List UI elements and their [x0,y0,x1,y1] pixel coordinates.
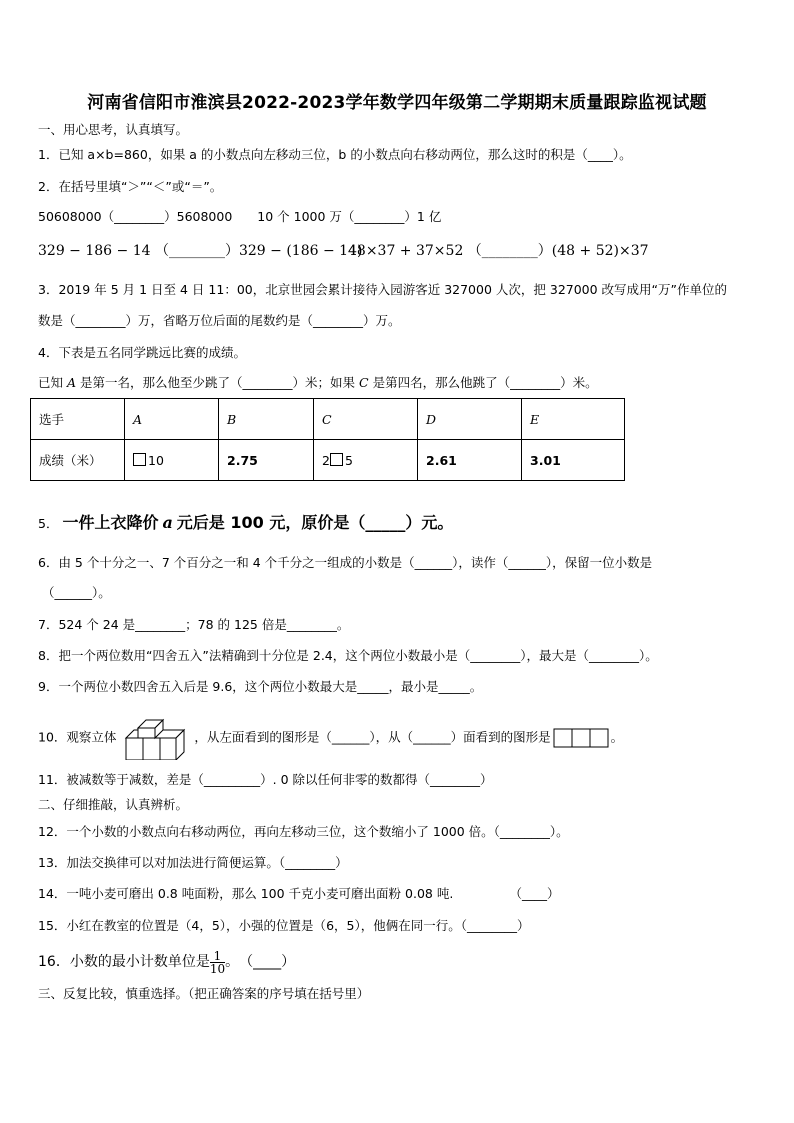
table-cell: 3.01 [522,440,625,481]
question-5-var: a [162,513,173,532]
question-5-text-a: 一件上衣降价 [62,513,159,532]
question-5-number: 5． [38,516,59,531]
section-2-heading: 二、仔细推敲，认真辨析。 [38,797,189,812]
question-10-text-a: 10．观察立体 [38,729,117,745]
question-7: 7．524 个 24 是________；78 的 125 倍是________。 [38,617,350,632]
question-4-line-1: 4．下表是五名同学跳远比赛的成绩。 [38,345,246,360]
page-title: 河南省信阳市淮滨县2022-2023学年数学四年级第二学期期末质量跟踪监视试题 [87,93,707,113]
cell-value: 5 [344,452,353,468]
fraction-numerator: 1 [210,950,225,963]
question-4-text-b: 是第一名，那么他至少跳了（________）米；如果 [80,375,356,390]
fraction-denominator: 10 [209,961,226,976]
question-1: 1．已知 a×b=860，如果 a 的小数点向左移动三位，b 的小数点向右移动两位，那么这时的积是（____）。 [38,147,632,162]
section-3-heading: 三、反复比较，慎重选择。（把正确答案的序号填在括号里） [38,986,370,1001]
question-2-line-2a: 329 − 186 − 14 （________）329 − (186 − 14) [38,243,363,259]
table-header-row [31,399,625,440]
question-16 [38,944,295,980]
question-5-text-b: 元后是 100 元，原价是（_____）元。 [176,513,454,532]
question-5 [38,515,453,532]
question-2: 2．在括号里填“＞”“＜”或“＝”。 [38,179,223,194]
question-4-var-c: C [359,375,369,390]
table-header-cell: B [219,399,314,440]
cell-value: 10 [148,452,164,468]
question-13: 13．加法交换律可以对加法进行简便运算。（________） [38,855,348,870]
question-15: 15．小红在教室的位置是（4，5），小强的位置是（6，5），他俩在同一行。（________） [38,918,530,933]
view-shape-figure [553,728,609,748]
question-3-line-1: 3．2019 年 5 月 1 日至 4 日 11：00，北京世园会累计接待入园游客近 327000 人次，把 327000 改写成用“万”作单位的 [38,282,728,297]
table-cell [314,440,418,481]
question-4-var-a: A [67,375,77,390]
table-header-cell: D [418,399,522,440]
question-4-text-a: 已知 [38,375,64,390]
question-2-line-1: 50608000（________）5608000 10 个 1000 万（________）1 亿 [38,209,442,224]
question-14: 14．一吨小麦可磨出 0.8 吨面粉，那么 100 千克小麦可磨出面粉 0.08 吨. （____） [38,886,560,901]
question-3-line-2: 数是（________）万，省略万位后面的尾数约是（________）万。 [38,313,401,328]
table-header-cell: A [125,399,219,440]
question-10 [38,716,623,760]
fraction-one-tenth [210,950,225,975]
scores-table [30,398,625,481]
question-11: 11．被减数等于减数，差是（_________）. 0 除以任何非零的数都得（________） [38,772,493,787]
table-cell [125,440,219,481]
question-4-text-c: 是第四名，那么他跳了（________）米。 [372,375,598,390]
question-2-line-2b: 48×37 + 37×52 （________）(48 + 52)×37 [348,243,649,259]
section-1-heading: 一、用心思考，认真填写。 [38,122,189,137]
table-header-cell: E [522,399,625,440]
question-16-text-a: 16．小数的最小计数单位是 [38,954,210,970]
table-row [31,440,625,481]
question-10-text-b: ，从左面看到的图形是（______），从（______）面看到的图形是 [194,729,551,745]
question-12: 12．一个小数的小数点向右移动两位，再向左移动三位，这个数缩小了 1000 倍。（________）。 [38,824,569,839]
question-16-text-b: 。 （____） [225,954,296,970]
table-header-cell: C [314,399,418,440]
blank-digit-box [330,453,343,466]
question-10-text-c: 。 [610,729,624,745]
cube-solid-figure [118,716,192,760]
question-6-line-2: （______）。 [42,585,111,600]
question-6-line-1: 6．由 5 个十分之一、7 个百分之一和 4 个千分之一组成的小数是（______），读作（______），保留一位小数是 [38,555,653,570]
table-cell: 2.61 [418,440,522,481]
table-header-cell: 选手 [31,399,125,440]
question-4-line-2 [38,375,598,391]
cell-value: 2 [322,452,330,468]
question-8: 8．把一个两位数用“四舍五入”法精确到十分位是 2.4，这个两位小数最小是（________），最大是（________）。 [38,648,658,663]
table-row-label: 成绩（米） [31,440,125,481]
table-cell: 2.75 [219,440,314,481]
question-9: 9．一个两位小数四舍五入后是 9.6，这个两位小数最大是_____，最小是_____。 [38,679,483,694]
blank-digit-box [133,453,146,466]
